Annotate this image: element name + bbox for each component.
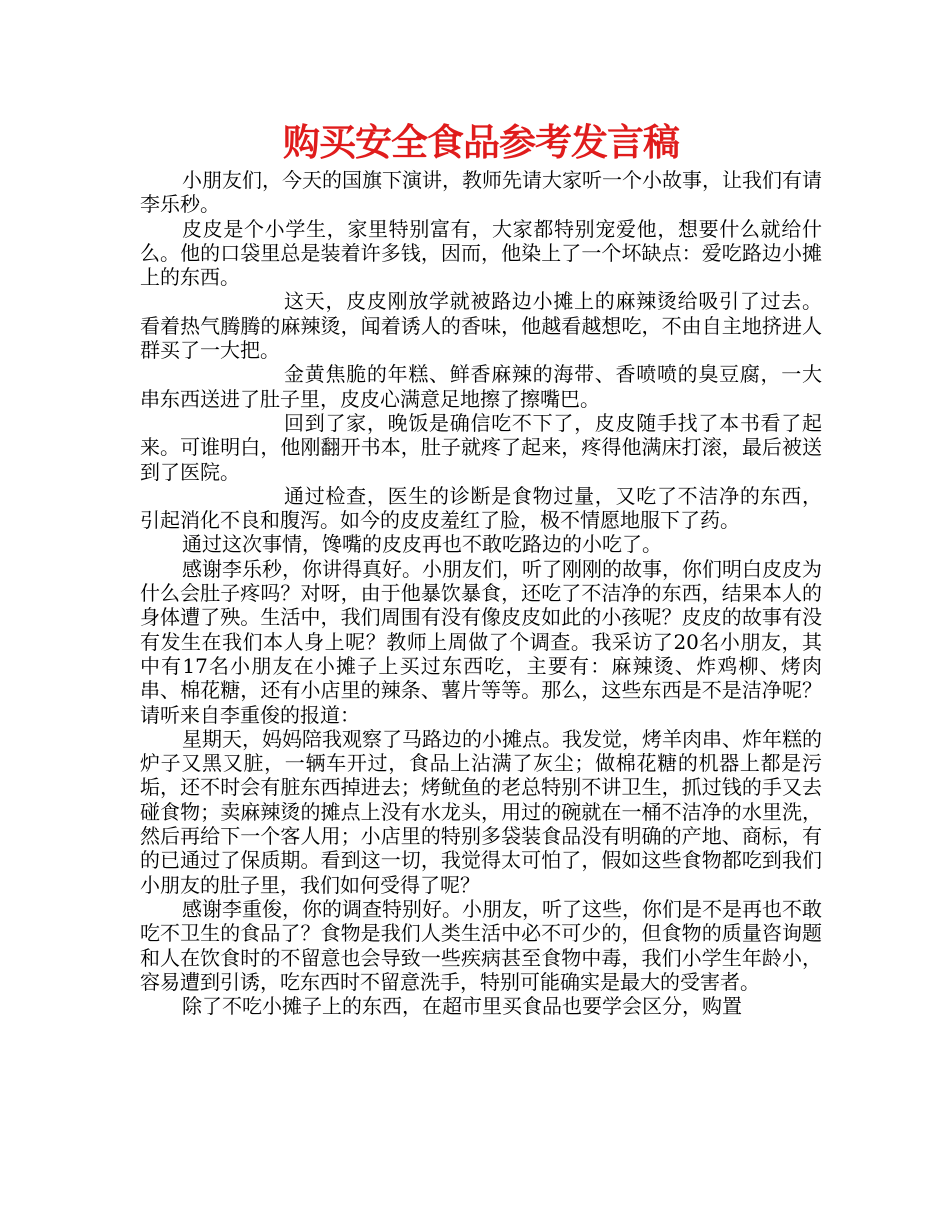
document-page	[140, 118, 822, 1018]
paragraph-8: 感谢李乐秒，你讲得真好。小朋友们，听了刚刚的故事，你们明白皮皮为什么会肚子疼吗？对呀，由于他暴饮暴食，还吃了不洁净的东西，结果本人的身体遭了殃。生活中，我们周围有没有像皮皮如此的小孩呢？皮皮的故事有没有发生在我们本人身上呢？教师上周做了个调查。我采访了20名小朋友，其中有17名小朋友在小摊子上买过东西吃，主要有：麻辣烫、炸鸡柳、烤肉串、棉花糖，还有小店里的辣条、薯片等等。那么，这些东西是不是洁净呢？请听来自李重俊的报道：	[140, 556, 822, 727]
paragraph-11: 除了不吃小摊子上的东西，在超市里买食品也要学会区分，购置	[182, 994, 742, 1019]
paragraph-6: 通过检查，医生的诊断是食物过量，又吃了不洁净的东西，引起消化不良和腹泻。如今的皮皮羞红了脸，极不情愿地服下了药。	[140, 483, 822, 533]
paragraph-2: 皮皮是个小学生，家里特别富有，大家都特别宠爱他，想要什么就给什么。他的口袋里总是装着许多钱，因而，他染上了一个坏缺点：爱吃路边小摊上的东西。	[140, 216, 822, 290]
paragraph-5: 回到了家，晚饭是确信吃不下了，皮皮随手找了本书看了起来。可谁明白，他刚翻开书本，肚子就疼了起来，疼得他满床打滚，最后被送到了医院。	[140, 410, 822, 484]
paragraph-1: 小朋友们，今天的国旗下演讲，教师先请大家听一个小故事，让我们有请李乐秒。	[140, 168, 822, 217]
document-title: 购买安全食品参考发言稿	[283, 121, 679, 164]
paragraph-7: 通过这次事情，馋嘴的皮皮再也不敢吃路边的小吃了。	[182, 532, 662, 557]
paragraph-10: 感谢李重俊，你的调查特别好。小朋友，听了这些，你们是不是再也不敢吃不卫生的食品了？食物是我们人类生活中必不可少的，但食物的质量咨询题和人在饮食时的不留意也会导致一些疾病甚至食物中毒，我们小学生年龄小，容易遭到引诱，吃东西时不留意洗手，特别可能确实是最大的受害者。	[140, 896, 822, 994]
paragraph-9: 星期天，妈妈陪我观察了马路边的小摊点。我发觉，烤羊肉串、炸年糕的炉子又黑又脏，一辆车开过，食品上沾满了灰尘；做棉花糖的机器上都是污垢，还不时会有脏东西掉进去；烤鱿鱼的老总特别不讲卫生，抓过钱的手又去碰食物；卖麻辣烫的摊点上没有水龙头，用过的碗就在一桶不洁净的水里洗，然后再给下一个客人用；小店里的特别多袋装食品没有明确的产地、商标，有的已通过了保质期。看到这一切，我觉得太可怕了，假如这些食物都吃到我们小朋友的肚子里，我们如何受得了呢？	[140, 726, 822, 897]
paragraph-3: 这天，皮皮刚放学就被路边小摊上的麻辣烫给吸引了过去。看着热气腾腾的麻辣烫，闻着诱人的香味，他越看越想吃，不由自主地挤进人群买了一大把。	[140, 289, 822, 363]
paragraph-4: 金黄焦脆的年糕、鲜香麻辣的海带、香喷喷的臭豆腐，一大串东西送进了肚子里，皮皮心满意足地擦了擦嘴巴。	[140, 362, 822, 411]
